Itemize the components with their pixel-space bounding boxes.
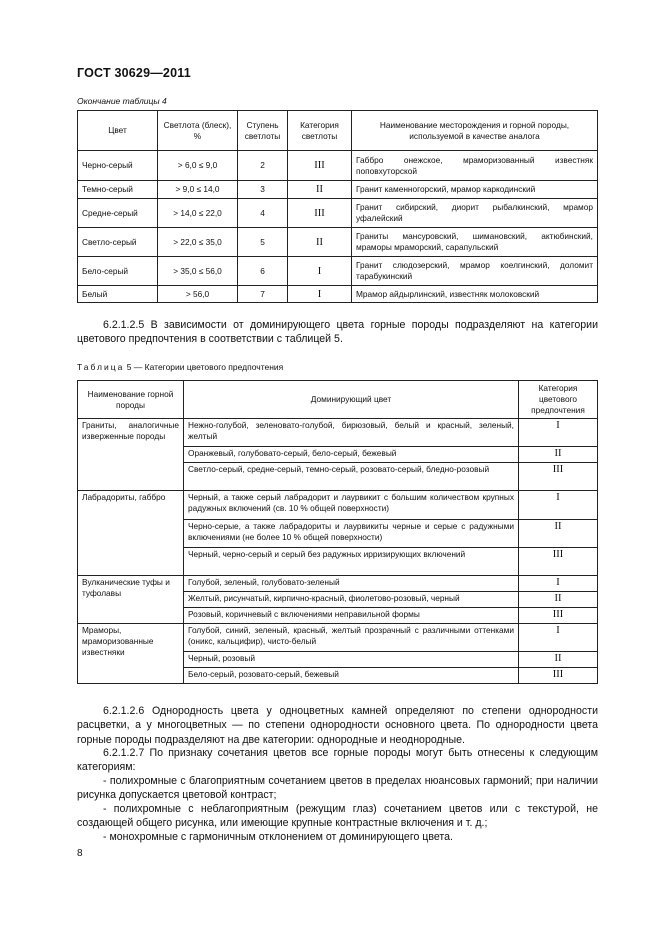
table-row [78,624,598,652]
cell-name: Гранит сибирский, диорит рыбалкинский, мрамор уфалейский [352,199,598,228]
cell-dominant-color: Бело-серый, розовато-серый, бежевый [184,668,519,684]
cell-category: III [288,199,352,228]
paragraph-6215: 6.2.1.2.5 В зависимости от доминирующего цвета горные породы подразделяют на категории цветового предпочтения в соответствии с таблицей 5. [77,319,598,346]
cell-preference: II [519,520,598,548]
cell-dominant-color: Желтый, рисунчатый, кирпично-красный, фиолетово-розовый, черный [184,592,519,608]
col-header: Наименование месторождения и горной породы, используемой в качестве аналога [352,111,598,151]
cell-color: Темно-серый [78,181,158,199]
cell-lightness: > 6,0 ≤ 9,0 [158,151,238,181]
cell-preference: I [519,624,598,652]
table-row [78,491,598,520]
cell-preference: III [519,608,598,624]
cell-dominant-color: Нежно-голубой, зеленовато-голубой, бирюзовый, белый и красный, зеленый, желтый [184,419,519,447]
cell-preference: II [519,447,598,463]
table-row [78,257,598,286]
col-header: Доминирующий цвет [184,381,519,419]
cell-step: 2 [238,151,288,181]
cell-lightness: > 22,0 ≤ 35,0 [158,228,238,257]
table-row [78,286,598,303]
cell-dominant-color: Оранжевый, голубовато-серый, бело-серый, бежевый [184,447,519,463]
cell-dominant-color: Голубой, синий, зеленый, красный, желтый прозрачный с различными оттенками (оникс, кальцифир), чисто-белый [184,624,519,652]
list-item: - полихромные с благоприятным сочетанием цветов в пределах нюансовых гармоний; при наличии рисунка допускается цветовой контраст; [77,775,598,802]
table4-caption: Окончание таблицы 4 [77,96,167,106]
cell-name: Гранит слюдозерский, мрамор коелгинский, доломит тарабукинский [352,257,598,286]
cell-step: 6 [238,257,288,286]
paragraph-6216: 6.2.1.2.6 Однородность цвета у одноцветных камней определяют по степени однородности расцветки, а у многоцветных — по степени однородности основного цвета. По однородности цвета горные породы подразделяют на две категории: однородные и неоднородные. [77,705,598,746]
cell-color: Бело-серый [78,257,158,286]
cell-step: 5 [238,228,288,257]
cell-preference: I [519,491,598,520]
cell-preference: II [519,592,598,608]
document-header: ГОСТ 30629—2011 [77,66,191,80]
cell-lightness: > 56,0 [158,286,238,303]
cell-step: 4 [238,199,288,228]
cell-dominant-color: Голубой, зеленый, голубовато-зеленый [184,576,519,592]
cell-name: Габбро онежское, мраморизованный известняк поповхуторской [352,151,598,181]
cell-rock: Граниты, аналогичные изверженные породы [78,419,184,491]
paragraph-6217: 6.2.1.2.7 По признаку сочетания цветов все горные породы могут быть отнесены к следующим категориям: [77,747,598,774]
cell-step: 3 [238,181,288,199]
cell-dominant-color: Черный, розовый [184,652,519,668]
list-item: - полихромные с неблагоприятным (режущим глаз) сочетанием цветов или с текстурой, не создающей общего рисунка, или имеющие крупные контрастные включения и т. д.; [77,803,598,830]
cell-color: Белый [78,286,158,303]
cell-dominant-color: Светло-серый, средне-серый, темно-серый, розовато-серый, бледно-розовый [184,463,519,491]
cell-rock: Мраморы, мраморизованные известняки [78,624,184,684]
table-row [78,151,598,181]
cell-preference: II [519,652,598,668]
cell-lightness: > 35,0 ≤ 56,0 [158,257,238,286]
cell-preference: III [519,463,598,491]
page-number: 8 [77,848,83,859]
cell-category: III [288,151,352,181]
table-5 [77,380,598,684]
cell-category: II [288,181,352,199]
table-row [78,576,598,592]
cell-category: I [288,257,352,286]
cell-preference: I [519,419,598,447]
cell-preference: III [519,548,598,576]
col-header: Цвет [78,111,158,151]
cell-color: Светло-серый [78,228,158,257]
cell-category: I [288,286,352,303]
cell-lightness: > 9,0 ≤ 14,0 [158,181,238,199]
table-row [78,419,598,447]
table-4 [77,110,598,303]
cell-category: II [288,228,352,257]
cell-dominant-color: Черно-серые, а также лабрадориты и лаурвикиты черные и серые с радужными включениями (не более 10 % общей поверхности) [184,520,519,548]
cell-dominant-color: Черный, черно-серый и серый без радужных ирризирующих включений [184,548,519,576]
cell-color: Черно-серый [78,151,158,181]
cell-dominant-color: Розовый, коричневый с включениями неправильной формы [184,608,519,624]
cell-rock: Вулканические туфы и туфолавы [78,576,184,624]
cell-preference: I [519,576,598,592]
table-row [78,228,598,257]
list-item: - монохромные с гармоничным отклонением от доминирующего цвета. [103,831,453,843]
cell-name: Мрамор айдырлинский, известняк молоковский [352,286,598,303]
cell-lightness: > 14,0 ≤ 22,0 [158,199,238,228]
col-header: Категория светлоты [288,111,352,151]
cell-preference: III [519,668,598,684]
table5-caption-title: 5 — Категории цветового предпочтения [126,362,284,372]
cell-rock: Лабрадориты, габбро [78,491,184,576]
table-row [78,181,598,199]
cell-step: 7 [238,286,288,303]
cell-name: Гранит каменногорский, мрамор каркодинский [352,181,598,199]
col-header: Светлота (блеск), % [158,111,238,151]
col-header: Наименование горной породы [78,381,184,419]
cell-dominant-color: Черный, а также серый лабрадорит и лаурвикит с большим количеством крупных радужных включений (св. 10 % общей поверхности) [184,491,519,520]
col-header: Ступень светлоты [238,111,288,151]
col-header: Категория цветового предпочтения [519,381,598,419]
cell-color: Средне-серый [78,199,158,228]
table-row [78,199,598,228]
cell-name: Граниты мансуровский, шимановский, актюбинский, мраморы мраморский, сарапульский [352,228,598,257]
table5-caption-label: Таблица [77,362,125,372]
table5-caption [77,362,283,372]
